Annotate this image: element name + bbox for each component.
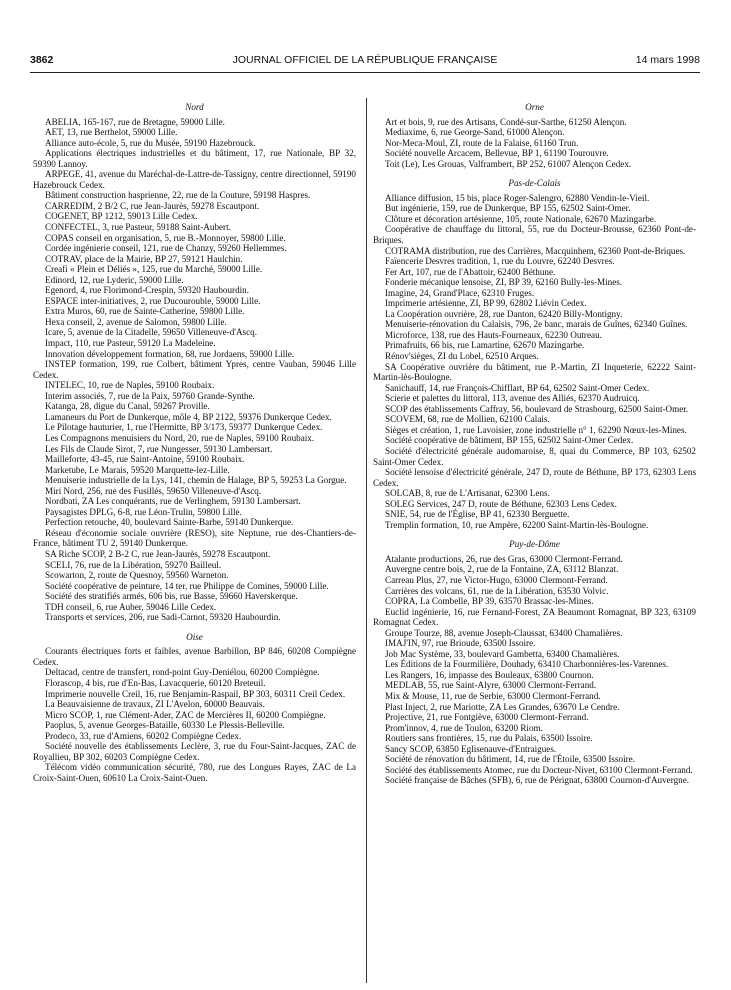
list-item: Marketube, Le Marais, 59520 Marquette-lez-Lille. <box>45 464 230 475</box>
list-item: INTELEC, 10, rue de Naples, 59100 Roubaix. <box>45 380 215 391</box>
list-item: Perfection retouche, 40, boulevard Sainte-Barbe, 59140 Dunkerque. <box>45 517 294 528</box>
list-item: ABELIA, 165-167, rue de Bretagne, 59000 Lille. <box>45 116 225 127</box>
list-item: Primafruits, 66 bis, rue Lamartine, 62670 Mazingarbe. <box>385 340 585 351</box>
list-item: But ingénierie, 159, rue de Dunkerque, BP 155, 62502 Saint-Omer. <box>385 203 631 214</box>
list-item: Scowarton, 2, route de Quesnoy, 59560 Warneton. <box>45 570 229 581</box>
list-item: Prom'innov, 4, rue de Toulon, 63200 Riom. <box>385 722 543 733</box>
list-item: Société coopérative de bâtiment, BP 155, 62502 Saint-Omer Cedex. <box>385 435 634 446</box>
list-item: Job Mac Système, 33, boulevard Gambetta, 63400 Chamalières. <box>385 648 620 659</box>
list-item: SCELI, 76, rue de la Libération, 59270 Bailleul. <box>45 559 222 570</box>
list-item: SCOP des établissements Caffray, 56, boulevard de Strasbourg, 62500 Saint-Omer. <box>385 403 689 414</box>
list-item: Tremplin formation, 10, rue Ampère, 62200 Saint-Martin-lès-Boulogne. <box>385 519 649 530</box>
list-item: Sanichauff, 14, rue François-Chifflart, BP 64, 62502 Saint-Omer Cedex. <box>385 382 650 393</box>
list-item: Alliance diffusion, 15 bis, place Roger-Salengro, 62880 Vendin-le-Vieil. <box>385 192 650 203</box>
list-item: Imagine, 24, Grand'Place, 62310 Fruges. <box>385 287 535 298</box>
list-item: Art et bois, 9, rue des Artisans, Condé-sur-Sarthe, 61250 Alençon. <box>385 116 627 127</box>
list-item: SOLEG Services, 247 D, route de Béthune, 62303 Lens Cedex. <box>385 498 617 509</box>
list-item: IMAJ'IN, 97, rue Brioude, 63500 Issoire. <box>385 638 536 649</box>
list-item: Les Fils de Claude Sirot, 7, rue Nungesser, 59130 Lambersart. <box>45 443 273 454</box>
right-column <box>373 100 696 786</box>
list-item: Sancy SCOP, 63850 Eglisenauve-d'Entraigues. <box>385 743 557 754</box>
list-item: Nor-Meca-Moul, ZI, route de la Falaise, 61160 Trun. <box>385 137 579 148</box>
list-item: Groupe Tourze, 88, avenue Joseph-Claussat, 63400 Chamalières. <box>385 627 623 638</box>
list-item: Egenord, 4, rue Florimond-Crespin, 59320 Haubourdin. <box>45 285 250 296</box>
list-item: COPRA, La Combelle, BP 39, 63570 Brassac-les-Mines. <box>385 596 594 607</box>
list-item: Euclid ingénierie, 16, rue Fernand-Forest, ZA Beaumont Romagnat, BP 323, 63109 Romagnat Cedex. <box>373 606 696 628</box>
list-item: Bâtiment construction hasprienne, 22, rue de la Couture, 59198 Haspres. <box>45 190 311 201</box>
list-item: Menuiserie-rénovation du Calaisis, 796, 2e banc, marais de Guînes, 62340 Guînes. <box>385 319 688 330</box>
header-rule <box>30 72 700 73</box>
list-item: Paysagistes DPLG, 6-8, rue Léon-Trulin, 59800 Lille. <box>45 506 242 517</box>
list-item: Impact, 110, rue Pasteur, 59120 La Madeleine. <box>45 338 216 349</box>
list-item: TDH conseil, 6, rue Auber, 59046 Lille Cedex. <box>45 601 217 612</box>
list-item: Carrières des volcans, 61, rue de la Libération, 63530 Volvic. <box>385 585 609 596</box>
list-item: Société nouvelle des établissements Leclère, 3, rue du Four-Saint-Jacques, ZAC de Royallieu, BP 302, 60203 Compiègne Cedex. <box>33 741 356 762</box>
list-item: Innovation développement formation, 68, rue Jordaens, 59000 Lille. <box>45 348 295 359</box>
department-section <box>33 632 356 784</box>
list-item: SCOVEM, 68, rue de Mollien, 62100 Calais. <box>385 414 550 425</box>
department-heading: Pas-de-Calais <box>508 178 561 189</box>
journal-title: JOURNAL OFFICIEL DE LA RÉPUBLIQUE FRANÇAISE <box>232 54 498 66</box>
page-header <box>30 52 700 70</box>
department-section <box>373 539 696 786</box>
list-item: Icare, 5, avenue de la Citadelle, 59650 Villeneuve-d'Ascq. <box>45 327 257 338</box>
list-item: Fonderie mécanique lensoise, ZI, BP 39, 62160 Bully-les-Mines. <box>385 277 623 288</box>
issue-date: 14 mars 1998 <box>635 54 700 66</box>
list-item: Télécom vidéo communication sécurité, 780, rue des Longues Rayes, ZAC de La Croix-Saint-Ouen, 60610 La Croix-Saint-Ouen. <box>33 762 356 783</box>
list-item: COTRAMA distribution, rue des Carrières, Macquinhem, 62360 Pont-de-Briques. <box>385 245 686 256</box>
list-item: Société coopérative de peinture, 14 ter, rue Philippe de Comines, 59000 Lille. <box>45 580 329 591</box>
list-item: Extra Muros, 60, rue de Sainte-Catherine, 59800 Lille. <box>45 306 245 317</box>
list-item: Mix & Mouse, 11, rue de Serbie, 63000 Clermont-Ferrand. <box>385 690 601 701</box>
list-item: CARREDIM, 2 B/2 C, rue Jean-Jaurès, 59278 Escautpont. <box>45 200 260 211</box>
department-heading: Orne <box>525 102 544 112</box>
list-item: SOLCAB, 8, rue de L'Artisanat, 62300 Lens. <box>385 488 550 499</box>
list-item: Deltacad, centre de transfert, rond-point Guy-Deniélou, 60200 Compiègne. <box>45 667 320 678</box>
list-item: Cordée ingénierie conseil, 121, rue de Chanzy, 59260 Hellemmes. <box>45 243 287 254</box>
list-item: Société lensoise d'électricité générale, 247 D, route de Béthune, BP 173, 62303 Lens Cedex. <box>373 467 696 488</box>
department-heading: Puy-de-Dôme <box>509 539 560 550</box>
page-number: 3862 <box>30 54 54 66</box>
list-item: Les Éditions de la Fourmilière, Douhady, 63410 Charbonnières-les-Varennes. <box>385 659 669 670</box>
list-item: Micro SCOP, 1, rue Clément-Ader, ZAC de Mercières II, 60200 Compiègne. <box>45 709 326 720</box>
list-item: Faïencerie Desvres tradition, 1, rue du Louvre, 62240 Desvres. <box>385 256 615 267</box>
list-item: Coopérative de chauffage du littoral, 55, rue du Docteur-Brousse, 62360 Pont-de-Briques. <box>373 224 696 246</box>
list-item: Florascop, 4 bis, rue d'En-Bas, Lavacquerie, 60120 Breteuil. <box>45 677 266 688</box>
list-item: Mediaxime, 6, rue George-Sand, 61000 Alençon. <box>385 127 565 138</box>
list-item: MEDLAB, 55, rue Saint-Alyre, 63000 Clermont-Ferrand. <box>385 680 597 691</box>
list-item: Imprimerie nouvelle Creil, 16, rue Benjamin-Raspail, BP 303, 60311 Creil Cedex. <box>45 688 346 699</box>
list-item: ARPEGE, 41, avenue du Maréchal-de-Lattre-de-Tassigny, centre directionnel, 59190 Hazebrouck Cedex. <box>33 169 356 190</box>
list-item: Lamaneurs du Port de Dunkerque, môle 4, BP 2122, 59376 Dunkerque Cedex. <box>45 411 332 422</box>
list-item: Les Rangers, 16, impasse des Bouleaux, 63800 Cournon. <box>385 669 594 680</box>
list-item: SNIE, 54, rue de l'Église, BP 41, 62330 Berguette. <box>385 509 570 520</box>
list-item: Imprimerie artésienne, ZI, BP 99, 62802 Liévin Cedex. <box>385 298 587 309</box>
list-item: Clôture et décoration artésienne, 105, route Nationale, 62670 Mazingarbe. <box>385 213 657 224</box>
list-item: COGENET, BP 1212, 59013 Lille Cedex. <box>45 211 198 222</box>
list-item: SA Coopérative ouvrière du bâtiment, rue P.-Martin, ZI Inqueterie, 62222 Saint-Martin-lès-Boulogne. <box>373 361 696 383</box>
list-item: Hexa conseil, 2, avenue de Salomon, 59800 Lille. <box>45 316 227 327</box>
list-item: Société d'électricité générale audomaroise, 8, quai du Commerce, BP 103, 62502 Saint-Omer Cedex. <box>373 445 696 467</box>
list-item: Scierie et palettes du littoral, 113, avenue des Alliés, 62370 Audruicq. <box>385 393 640 404</box>
department-section <box>373 178 696 530</box>
list-item: Creafi « Plein et Déliés », 125, rue du Marché, 59000 Lille. <box>45 264 263 275</box>
list-item: Société nouvelle Arcacem, Bellevue, BP 1, 61190 Tourouvre. <box>385 148 609 159</box>
list-item: Le Pilotage hauturier, 1, rue l'Hermitte, BP 3/173, 59377 Dunkerque Cedex. <box>45 422 323 433</box>
list-item: Société des établissements Atomec, rue du Docteur-Nivet, 63100 Clermont-Ferrand. <box>385 764 693 775</box>
list-item: Edinord, 12, rue Lyderic, 59000 Lille. <box>45 274 184 285</box>
list-item: Microforce, 138, rue des Hauts-Fourneaux, 62230 Outreau. <box>385 329 602 340</box>
list-item: INSTEP formation, 199, rue Colbert, bâtiment Ypres, centre Vauban, 59046 Lille Cedex. <box>33 359 356 380</box>
list-item: Les Compagnons menuisiers du Nord, 20, rue de Naples, 59100 Roubaix. <box>45 432 315 443</box>
list-item: Auvergne centre bois, 2, rue de la Fontaine, ZA, 63112 Blanzat. <box>385 564 619 575</box>
list-item: La Beauvaisienne de travaux, ZI L'Avelon, 60000 Beauvais. <box>45 699 265 710</box>
list-item: COPAS conseil en organisation, 5, rue B.-Monnoyer, 59800 Lille. <box>45 232 286 243</box>
department-heading: Oise <box>186 631 203 642</box>
list-item: Carreau Plus, 27, rue Victor-Hugo, 63000 Clermont-Ferrand. <box>385 574 608 585</box>
list-item: Nordbati, ZA Les conquérants, rue de Verlinghem, 59130 Lambersart. <box>45 496 301 507</box>
list-item: Alliance auto-école, 5, rue du Musée, 59190 Hazebrouck. <box>45 137 256 148</box>
list-item: Toit (Le), Les Grouas, Valframbert, BP 252, 61007 Alençon Cedex. <box>385 158 632 169</box>
list-item: Prodeco, 33, rue d'Amiens, 60202 Compiègne Cedex. <box>45 730 242 741</box>
list-item: Courants électriques forts et faibles, avenue Barbillon, BP 846, 60208 Compiègne Cedex. <box>33 646 356 667</box>
list-item: Katanga, 28, digue du Canal, 59267 Proville. <box>45 401 210 412</box>
list-item: Paoplus, 5, avenue Georges-Bataille, 60330 Le Plessis-Belleville. <box>45 720 285 731</box>
list-item: Projective, 21, rue Fontgiève, 63000 Clermont-Ferrand. <box>385 712 589 723</box>
list-item: SA Riche SCOP, 2 B-2 C, rue Jean-Jaurès, 59278 Escautpont. <box>45 548 271 559</box>
list-item: AET, 13, rue Berthelot, 59000 Lille. <box>45 127 178 138</box>
department-heading: Nord <box>185 102 204 112</box>
list-item: ESPACE inter-initiatives, 2, rue Ducourouble, 59000 Lille. <box>45 295 261 306</box>
list-item: Rénov'sièges, ZI du Lobel, 62510 Arques. <box>385 351 539 362</box>
list-item: Sièges et création, 1, rue Lavoisier, zone industrielle n° 1, 62290 Nœux-les-Mines. <box>385 424 687 435</box>
list-item: CONFECTEL, 3, rue Pasteur, 59188 Saint-Aubert. <box>45 222 231 233</box>
list-item: COTRAV, place de la Mairie, BP 27, 59121 Haulchin. <box>45 253 243 264</box>
list-item: Société française de Bâches (SFB), 6, rue de Pérignat, 63800 Cournon-d'Auvergne. <box>385 775 690 786</box>
list-item: Fer Art, 107, rue de l'Abattoir, 62400 Béthune. <box>385 266 556 277</box>
list-item: Plast Inject, 2, rue Mariotte, ZA Les Grandes, 63670 Le Cendre. <box>385 701 620 712</box>
list-item: Mailleforte, 43-45, rue Saint-Antoine, 59100 Roubaix. <box>45 454 245 465</box>
list-item: Société des stratifiés armés, 606 bis, rue Basse, 59660 Haverskerque. <box>45 591 298 602</box>
left-column <box>33 100 356 783</box>
list-item: Menuiserie industrielle de la Lys, 141, chemin de Halage, BP 5, 59253 La Gorgue. <box>45 475 347 486</box>
department-section <box>373 102 696 169</box>
list-item: Interim associés, 7, rue de la Paix, 59760 Grande-Synthe. <box>45 390 255 401</box>
column-divider <box>366 98 367 983</box>
list-item: Société de rénovation du bâtiment, 14, rue de l'Étoile, 63500 Issoire. <box>385 754 635 765</box>
list-item: Routiers sans frontières, 15, rue du Palais, 63500 Issoire. <box>385 733 593 744</box>
list-item: Applications électriques industrielles et du bâtiment, 17, rue Nationale, BP 32, 59390 Lannoy. <box>33 148 356 169</box>
list-item: Miri Nord, 256, rue des Fusillés, 59650 Villeneuve-d'Ascq. <box>45 485 262 496</box>
department-section <box>33 102 356 623</box>
list-item: Atalante productions, 26, rue des Gras, 63000 Clermont-Ferrand. <box>385 553 623 564</box>
list-item: Transports et services, 206, rue Sadi-Carnot, 59320 Haubourdin. <box>45 612 281 623</box>
list-item: Réseau d'économie sociale ouvrière (RESO), site Neptune, rue des-Chantiers-de-France, bâtiment TU 2, 59140 Dunkerque. <box>33 527 356 549</box>
list-item: La Coopération ouvrière, 28, rue Danton, 62420 Billy-Montigny. <box>385 308 623 319</box>
